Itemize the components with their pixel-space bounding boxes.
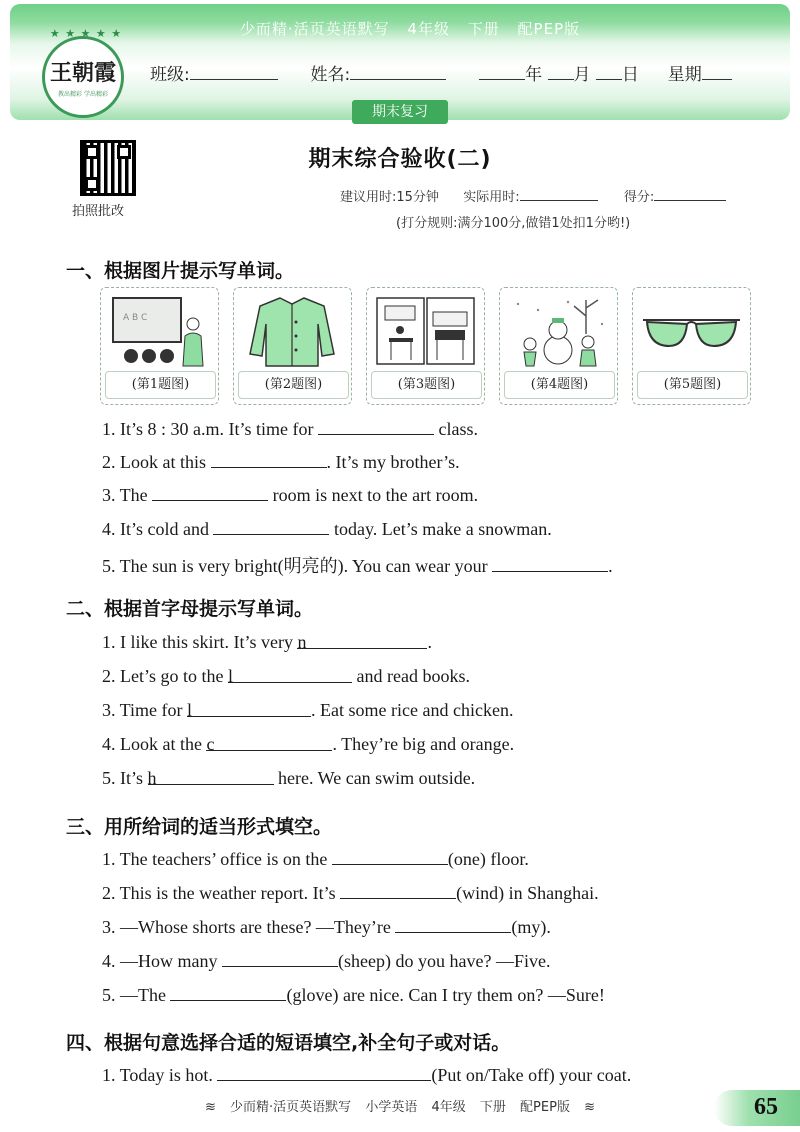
answer-blank[interactable]: n [297, 632, 427, 649]
picture-5 [632, 287, 751, 405]
s4-item-1: 1. Today is hot. (Put on/Take off) your coat. [102, 1065, 632, 1085]
section-1-heading: 一、根据图片提示写单词。 [66, 260, 295, 282]
time-score-row: 建议用时:15分钟 实际用时: 得分: [340, 186, 726, 205]
page-number-tab [714, 1090, 800, 1126]
s2-item-4: 4. Look at the c . They’re big and orange. [102, 734, 515, 754]
class-field[interactable] [190, 63, 278, 80]
s3-item-3: 3. —Whose shorts are these? —They’re (my). [102, 917, 551, 937]
s3-item-1: 1. The teachers’ office is on the (one) floor. [102, 849, 529, 869]
classroom-teacher-icon [109, 294, 210, 368]
month-field[interactable] [548, 63, 574, 80]
s1-item-5: 5. The sun is very bright(明亮的). You can wear your . [102, 556, 613, 576]
jacket-icon [242, 294, 343, 368]
day-field[interactable] [596, 63, 622, 80]
caption-3: (第3题图) [371, 371, 482, 399]
footer: ≋ 少而精·活页英语默写 小学英语 4年级 下册 配PEP版 ≋ [204, 1100, 595, 1115]
picture-2 [233, 287, 352, 405]
page-title: 期末综合验收(二) [308, 147, 492, 172]
answer-blank[interactable]: c [206, 734, 332, 751]
s2-item-3: 3. Time for l . Eat some rice and chicken. [102, 700, 514, 720]
svg-text:A B C: A B C [123, 313, 148, 323]
answer-blank[interactable] [213, 518, 329, 535]
s2-item-5: 5. It’s h here. We can swim outside. [102, 768, 476, 788]
answer-blank[interactable] [217, 1064, 431, 1081]
wave-icon: ≋ [584, 1100, 595, 1115]
class-label: 班级: [150, 65, 190, 85]
review-tag: 期末复习 [352, 100, 448, 124]
s1-item-2: 2. Look at this . It’s my brother’s. [102, 452, 460, 472]
section-4-heading: 四、根据句意选择合适的短语填空,补全句子或对话。 [66, 1032, 511, 1054]
picture-3 [366, 287, 485, 405]
qr-label: 拍照批改 [72, 204, 125, 219]
picture-row [100, 287, 760, 407]
picture-4 [499, 287, 618, 405]
score-field[interactable] [654, 188, 726, 201]
answer-blank[interactable] [340, 882, 456, 899]
s1-item-4: 4. It’s cold and today. Let’s make a snowman. [102, 519, 552, 539]
name-field[interactable] [350, 63, 446, 80]
answer-blank[interactable]: l [228, 666, 352, 683]
answer-blank[interactable] [211, 451, 327, 468]
year-field[interactable] [479, 63, 525, 80]
caption-1: (第1题图) [105, 371, 216, 399]
answer-blank[interactable] [222, 950, 338, 967]
weekday-field[interactable] [702, 63, 732, 80]
actual-time-field[interactable] [520, 188, 598, 201]
scoring-rule: (打分规则:满分100分,做错1处扣1分哟!) [396, 216, 631, 231]
s1-item-1: 1. It’s 8 : 30 a.m. It’s time for class. [102, 419, 478, 439]
answer-blank[interactable] [492, 555, 608, 572]
caption-2: (第2题图) [238, 371, 349, 399]
section-3-heading: 三、用所给词的适当形式填空。 [66, 816, 333, 838]
picture-1 [100, 287, 219, 405]
s2-item-1: 1. I like this skirt. It’s very n . [102, 632, 432, 652]
answer-blank[interactable] [395, 916, 511, 933]
s3-item-2: 2. This is the weather report. It’s (wind) in Shanghai. [102, 883, 599, 903]
snowman-icon [508, 294, 609, 368]
caption-5: (第5题图) [637, 371, 748, 399]
answer-blank[interactable] [332, 848, 448, 865]
answer-blank[interactable]: l [187, 700, 311, 717]
stars-icon: ★ ★ ★ ★ ★ [49, 27, 123, 40]
section-2-heading: 二、根据首字母提示写单词。 [66, 598, 314, 620]
sunglasses-icon [641, 294, 742, 368]
wave-icon: ≋ [204, 1100, 216, 1115]
series-title: 少而精·活页英语默写 4年级 下册 配PEP版 [239, 20, 581, 38]
page-number: 65 [754, 1094, 778, 1120]
brand-logo: ★ ★ ★ ★ ★ 王朝霞 教出精彩 学出精彩 [42, 36, 124, 118]
answer-blank[interactable] [170, 984, 286, 1001]
s1-item-3: 3. The room is next to the art room. [102, 485, 479, 505]
student-info-row: 班级: 姓名: 年 月 日 星期 [150, 60, 750, 85]
answer-blank[interactable] [152, 484, 268, 501]
s2-item-2: 2. Let’s go to the l and read books. [102, 666, 470, 686]
caption-4: (第4题图) [504, 371, 615, 399]
answer-blank[interactable]: h [148, 768, 274, 785]
s3-item-5: 5. —The (glove) are nice. Can I try them on? —Sure! [102, 985, 605, 1005]
s3-item-4: 4. —How many (sheep) do you have? —Five. [102, 951, 551, 971]
music-room-icon [375, 294, 476, 368]
name-label: 姓名: [310, 65, 351, 85]
answer-blank[interactable] [318, 418, 434, 435]
